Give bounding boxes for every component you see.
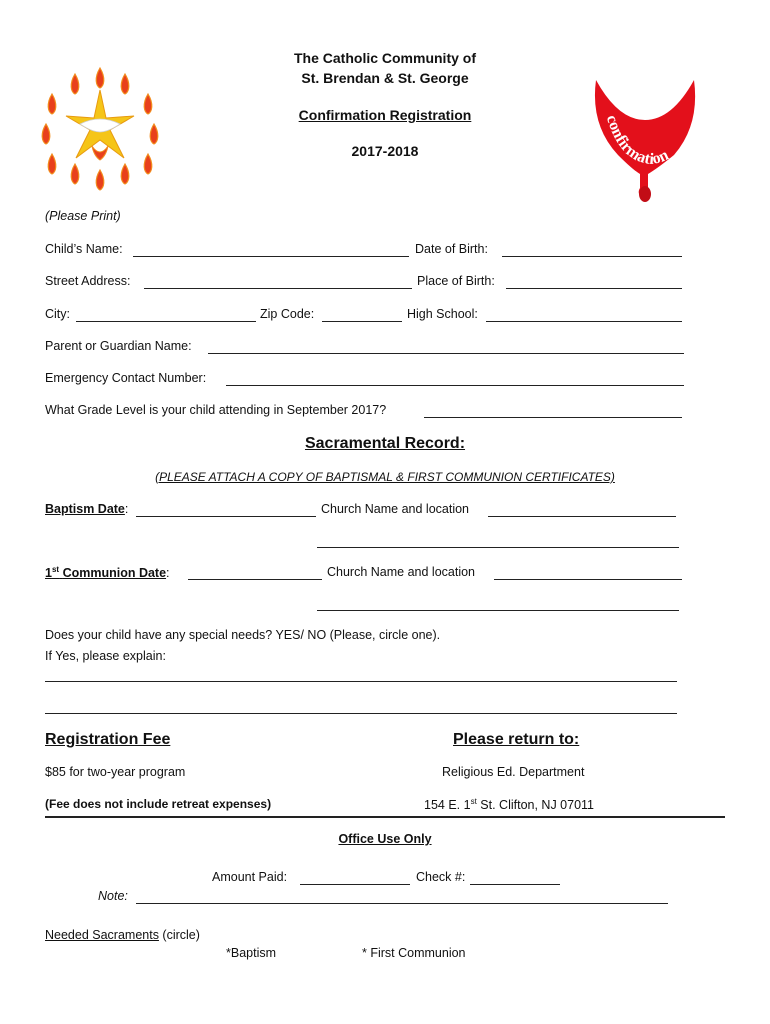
baptism-date-label: Baptism Date:: [45, 502, 129, 516]
special-needs-explain-label: If Yes, please explain:: [45, 649, 166, 663]
holy-spirit-logo: [40, 66, 160, 196]
place-of-birth-field[interactable]: [506, 288, 682, 289]
communion-church-label: Church Name and location: [327, 565, 475, 579]
needed-sacraments-label: Needed Sacraments (circle): [45, 928, 200, 942]
title-line-2: St. Brendan & St. George: [301, 70, 469, 86]
high-school-field[interactable]: [486, 321, 682, 322]
street-address-label: Street Address:: [45, 274, 131, 288]
please-print-note: (Please Print): [45, 209, 121, 223]
zip-code-label: Zip Code:: [260, 307, 315, 321]
check-number-label: Check #:: [416, 870, 466, 884]
high-school-label: High School:: [407, 307, 478, 321]
check-number-field[interactable]: [470, 884, 560, 885]
date-of-birth-field[interactable]: [502, 256, 682, 257]
childs-name-label: Child’s Name:: [45, 242, 123, 256]
amount-paid-label: Amount Paid:: [212, 870, 288, 884]
childs-name-field[interactable]: [133, 256, 409, 257]
street-address-field[interactable]: [144, 288, 412, 289]
special-needs-explain-line2[interactable]: [45, 713, 677, 714]
emergency-contact-label: Emergency Contact Number:: [45, 371, 207, 385]
baptism-church-label: Church Name and location: [321, 502, 469, 516]
date-of-birth-label: Date of Birth:: [415, 242, 488, 256]
communion-church-field[interactable]: [494, 579, 682, 580]
attach-certificates-note: (PLEASE ATTACH A COPY OF BAPTISMAL & FIRST COMMUNION CERTIFICATES): [155, 470, 615, 484]
logo-confirmation-text: confirmation: [602, 113, 672, 169]
baptism-date-field[interactable]: [136, 516, 316, 517]
baptism-church-field[interactable]: [488, 516, 676, 517]
office-use-title: Office Use Only: [338, 832, 432, 846]
city-label: City:: [45, 307, 70, 321]
first-communion-option[interactable]: * First Communion: [362, 946, 466, 960]
grade-level-label: What Grade Level is your child attending in September 2017?: [45, 403, 387, 417]
please-return-title: Please return to:: [453, 731, 580, 748]
amount-paid-field[interactable]: [300, 884, 410, 885]
sacramental-record-title: Sacramental Record:: [304, 435, 466, 452]
emergency-contact-field[interactable]: [226, 385, 684, 386]
zip-code-field[interactable]: [322, 321, 402, 322]
form-year: 2017-2018: [351, 143, 419, 159]
confirmation-dove-logo: [588, 70, 703, 210]
baptism-church-field-line2[interactable]: [317, 547, 679, 548]
return-address: 154 E. 1st St. Clifton, NJ 07011: [424, 797, 594, 813]
communion-date-label: 1st Communion Date:: [45, 565, 170, 581]
parent-name-label: Parent or Guardian Name:: [45, 339, 192, 353]
registration-fee-title: Registration Fee: [45, 731, 171, 748]
special-needs-explain-line1[interactable]: [45, 681, 677, 682]
form-title: Confirmation Registration: [298, 107, 472, 123]
note-field[interactable]: [136, 903, 668, 904]
special-needs-question: Does your child have any special needs? YES/ NO (Please, circle one).: [45, 628, 441, 642]
note-label: Note:: [98, 889, 128, 903]
place-of-birth-label: Place of Birth:: [417, 274, 495, 288]
grade-level-field[interactable]: [424, 417, 682, 418]
divider: [45, 816, 725, 818]
fee-amount: $85 for two-year program: [45, 765, 186, 779]
fee-note: (Fee does not include retreat expenses): [45, 797, 272, 811]
return-department: Religious Ed. Department: [442, 765, 585, 779]
parent-name-field[interactable]: [208, 353, 684, 354]
communion-church-field-line2[interactable]: [317, 610, 679, 611]
city-field[interactable]: [76, 321, 256, 322]
baptism-option[interactable]: *Baptism: [226, 946, 277, 960]
title-line-1: The Catholic Community of: [294, 50, 476, 66]
communion-date-field[interactable]: [188, 579, 322, 580]
